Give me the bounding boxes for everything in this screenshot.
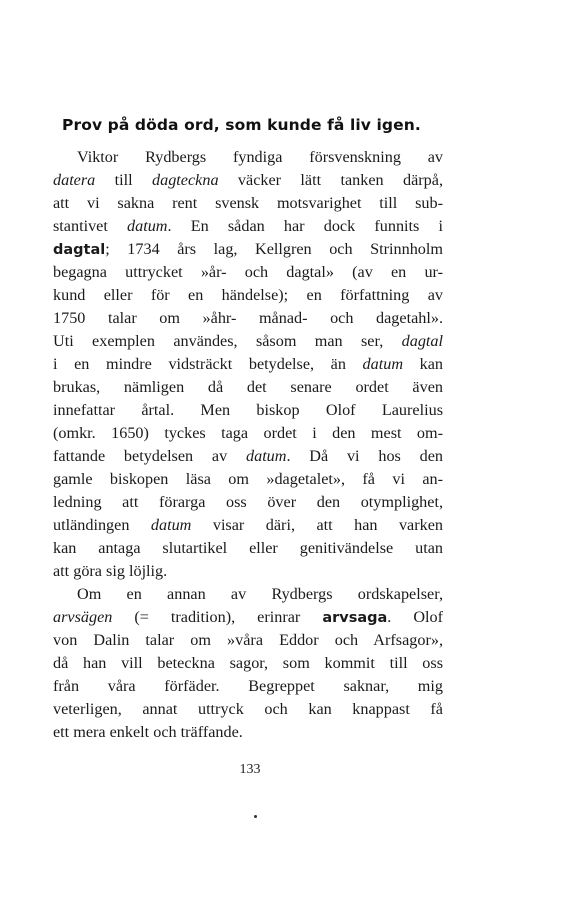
text-run: (= tradition), erinrar — [112, 608, 323, 626]
text-run: gamle biskopen läsa om »dagetalet», få vi an- — [53, 470, 443, 488]
text-run: Viktor Rydbergs fyndiga försvenskning av — [77, 148, 443, 166]
text-line — [53, 514, 443, 537]
text-line — [53, 537, 443, 560]
text-line — [53, 307, 443, 330]
text-line — [53, 215, 443, 238]
text-run: kan antaga slutartikel eller genitivändelse utan — [53, 539, 443, 557]
text-run: 1750 talar om »åhr- månad- och dagetahl». — [53, 309, 443, 327]
text-run: fattande betydelsen av — [53, 447, 246, 465]
text-line — [53, 629, 443, 652]
text-line — [53, 261, 443, 284]
text-line — [53, 284, 443, 307]
text-run: Om en annan av Rydbergs ordskapelser, — [77, 585, 443, 603]
italic-word: datum — [127, 217, 168, 235]
text-run: (omkr. 1650) tyckes taga ordet i den mest om- — [53, 424, 443, 442]
text-line — [53, 675, 443, 698]
text-line — [53, 491, 443, 514]
text-run: . En sådan har dock funnits i — [167, 217, 443, 235]
text-line — [53, 330, 443, 353]
print-speck — [254, 815, 257, 818]
text-line — [53, 238, 443, 261]
text-line — [53, 445, 443, 468]
text-run: ; 1734 års lag, Kellgren och Strinnholm — [105, 240, 443, 258]
text-run: veterligen, annat uttryck och kan knappast få — [53, 700, 443, 718]
italic-word: datum — [246, 447, 287, 465]
text-run: Uti exemplen användes, såsom man ser, — [53, 332, 402, 350]
text-line — [53, 468, 443, 491]
text-run: utländingen — [53, 516, 151, 534]
text-line — [53, 422, 443, 445]
bold-word: arvsaga — [322, 610, 388, 626]
text-run: väcker lätt tanken därpå, — [218, 171, 443, 189]
text-line — [53, 583, 443, 606]
text-run: då han vill beteckna sagor, som kommit till oss — [53, 654, 443, 672]
text-run: innefattar årtal. Men biskop Olof Laurelius — [53, 401, 443, 419]
italic-word: datera — [53, 171, 96, 189]
text-run: brukas, nämligen då det senare ordet även — [53, 378, 443, 396]
text-line — [53, 192, 443, 215]
text-run: att göra sig löjlig. — [53, 562, 168, 580]
text-run: von Dalin talar om »våra Eddor och Arfsagor», — [53, 631, 443, 649]
italic-word: arvsägen — [53, 608, 113, 626]
text-run: att vi sakna rent svensk motsvarighet till sub- — [53, 194, 443, 212]
text-run: visar däri, att han varken — [191, 516, 443, 534]
text-run: kan — [403, 355, 443, 373]
text-line — [53, 606, 443, 629]
page-number: 133 — [239, 762, 261, 777]
bold-word: dagtal — [53, 242, 106, 258]
text-run: ledning att förarga oss över den otymplighet, — [53, 493, 443, 511]
text-line — [53, 376, 443, 399]
italic-word: dagtal — [401, 332, 443, 350]
text-line — [53, 353, 443, 376]
text-run: . Då vi hos den — [286, 447, 443, 465]
italic-word: datum — [150, 516, 192, 534]
text-run: stantivet — [53, 217, 128, 235]
text-line — [53, 169, 443, 192]
text-run: från våra förfäder. Begreppet saknar, mig — [53, 677, 443, 695]
italic-word: datum — [362, 355, 404, 373]
text-run: . Olof — [387, 608, 443, 626]
text-line — [53, 721, 443, 744]
text-line — [53, 146, 443, 169]
italic-word: dagteckna — [152, 171, 219, 189]
text-run: kund eller för en händelse); en författning av — [53, 286, 443, 304]
text-line — [53, 560, 443, 583]
section-heading: Prov på döda ord, som kunde få liv igen. — [62, 116, 421, 134]
text-run: i en mindre vidsträckt betydelse, än — [53, 355, 363, 373]
body-text — [53, 146, 443, 744]
text-line — [53, 399, 443, 422]
text-line — [53, 652, 443, 675]
text-run: begagna uttrycket »år- och dagtal» (av en ur- — [53, 263, 443, 281]
text-line — [53, 698, 443, 721]
text-run: ett mera enkelt och träffande. — [53, 723, 243, 741]
text-run: till — [95, 171, 153, 189]
